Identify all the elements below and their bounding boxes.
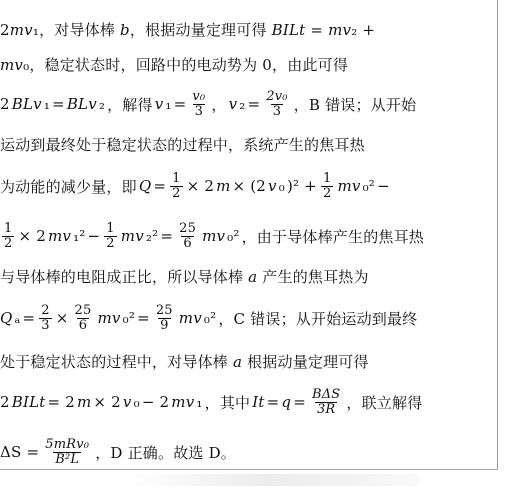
text-line-8: Q ₐ = $\frac{2}{3}$ × $\frac{25}{6}$ mv ₀² = $\frac{25}{9}$ mv ₀² ，C 错误；从开始运动到最终 bbox=[0, 302, 418, 333]
fraction-v1: $\frac{\text{v₀}}{3}$ bbox=[192, 88, 206, 119]
text-line-10: 2 BILt = 2 m × 2 v ₀ − 2 mv ₁ ，其中 It = q = $\frac{\text{BΔS}}{3R}$ ，联立解得 bbox=[0, 386, 423, 417]
fraction-25-6-b: $\frac{25}{6}$ bbox=[74, 302, 92, 333]
fraction-half-c: $\frac{1}{2}$ bbox=[4, 220, 13, 251]
fraction-25-9: $\frac{25}{9}$ bbox=[155, 302, 173, 333]
text-line-2 bbox=[0, 53, 495, 75]
scan-smudge bbox=[120, 474, 420, 486]
fraction-25-6: $\frac{25}{6}$ bbox=[179, 220, 197, 251]
fraction-v2: $\frac{\text{2v₀}}{3}$ bbox=[266, 88, 288, 119]
fraction-bds-3r: $\frac{\text{BΔS}}{3R}$ bbox=[311, 386, 341, 417]
text-line-11: ΔS = $\frac{\text{5mRv₀}}{\text{B²L}}$ ，D 正确。故选 D。 bbox=[0, 436, 236, 467]
text-line-4: 运动到最终处于稳定状态的过程中，系统产生的焦耳热 bbox=[0, 135, 365, 154]
text-line-7: 与导体棒的电阻成正比，所以导体棒 a 产生的焦耳热为 bbox=[0, 267, 369, 286]
text-line-6: $\frac{1}{2}$ × 2 mv ₁² − $\frac{1}{2}$ mv ₂² = $\frac{25}{6}$ mv ₀² ，由于导体棒产生的焦耳热 bbox=[4, 220, 425, 251]
fraction-half-b: $\frac{1}{2}$ bbox=[322, 170, 332, 201]
text-line-1 bbox=[0, 18, 495, 40]
text-line-9: 处于稳定状态的过程中，对导体棒 a 根据动量定理可得 bbox=[0, 352, 369, 371]
text-line-3: 2 BLv ₁ = BLv ₂ ，解得 v ₁ = $\frac{\text{v₀}}{3}$ ， v ₂ = $\frac{\text{2v₀}}{3}$ ，B 错误；从开始 bbox=[0, 88, 417, 119]
fraction-half-a: $\frac{1}{2}$ bbox=[172, 170, 181, 201]
fraction-delta-s: $\frac{\text{5mRv₀}}{\text{B²L}}$ bbox=[45, 436, 90, 467]
fraction-half-d: $\frac{1}{2}$ bbox=[106, 220, 115, 251]
line2-part: mv₀，稳定状态时，回路中的电动势为 0，由此可得 bbox=[0, 55, 349, 74]
page-border-right bbox=[497, 0, 498, 470]
fraction-2-3: $\frac{2}{3}$ bbox=[41, 302, 50, 333]
text-line-5: 为动能的减少量，即 Q = $\frac{1}{2}$ × 2 m × (2 v ₀ )² + $\frac{1}{2}$ mv ₀² − bbox=[0, 170, 390, 201]
line1-part: 2mv₁，对导体棒 b，根据动量定理可得 BILt = mv₂ + bbox=[0, 20, 376, 39]
